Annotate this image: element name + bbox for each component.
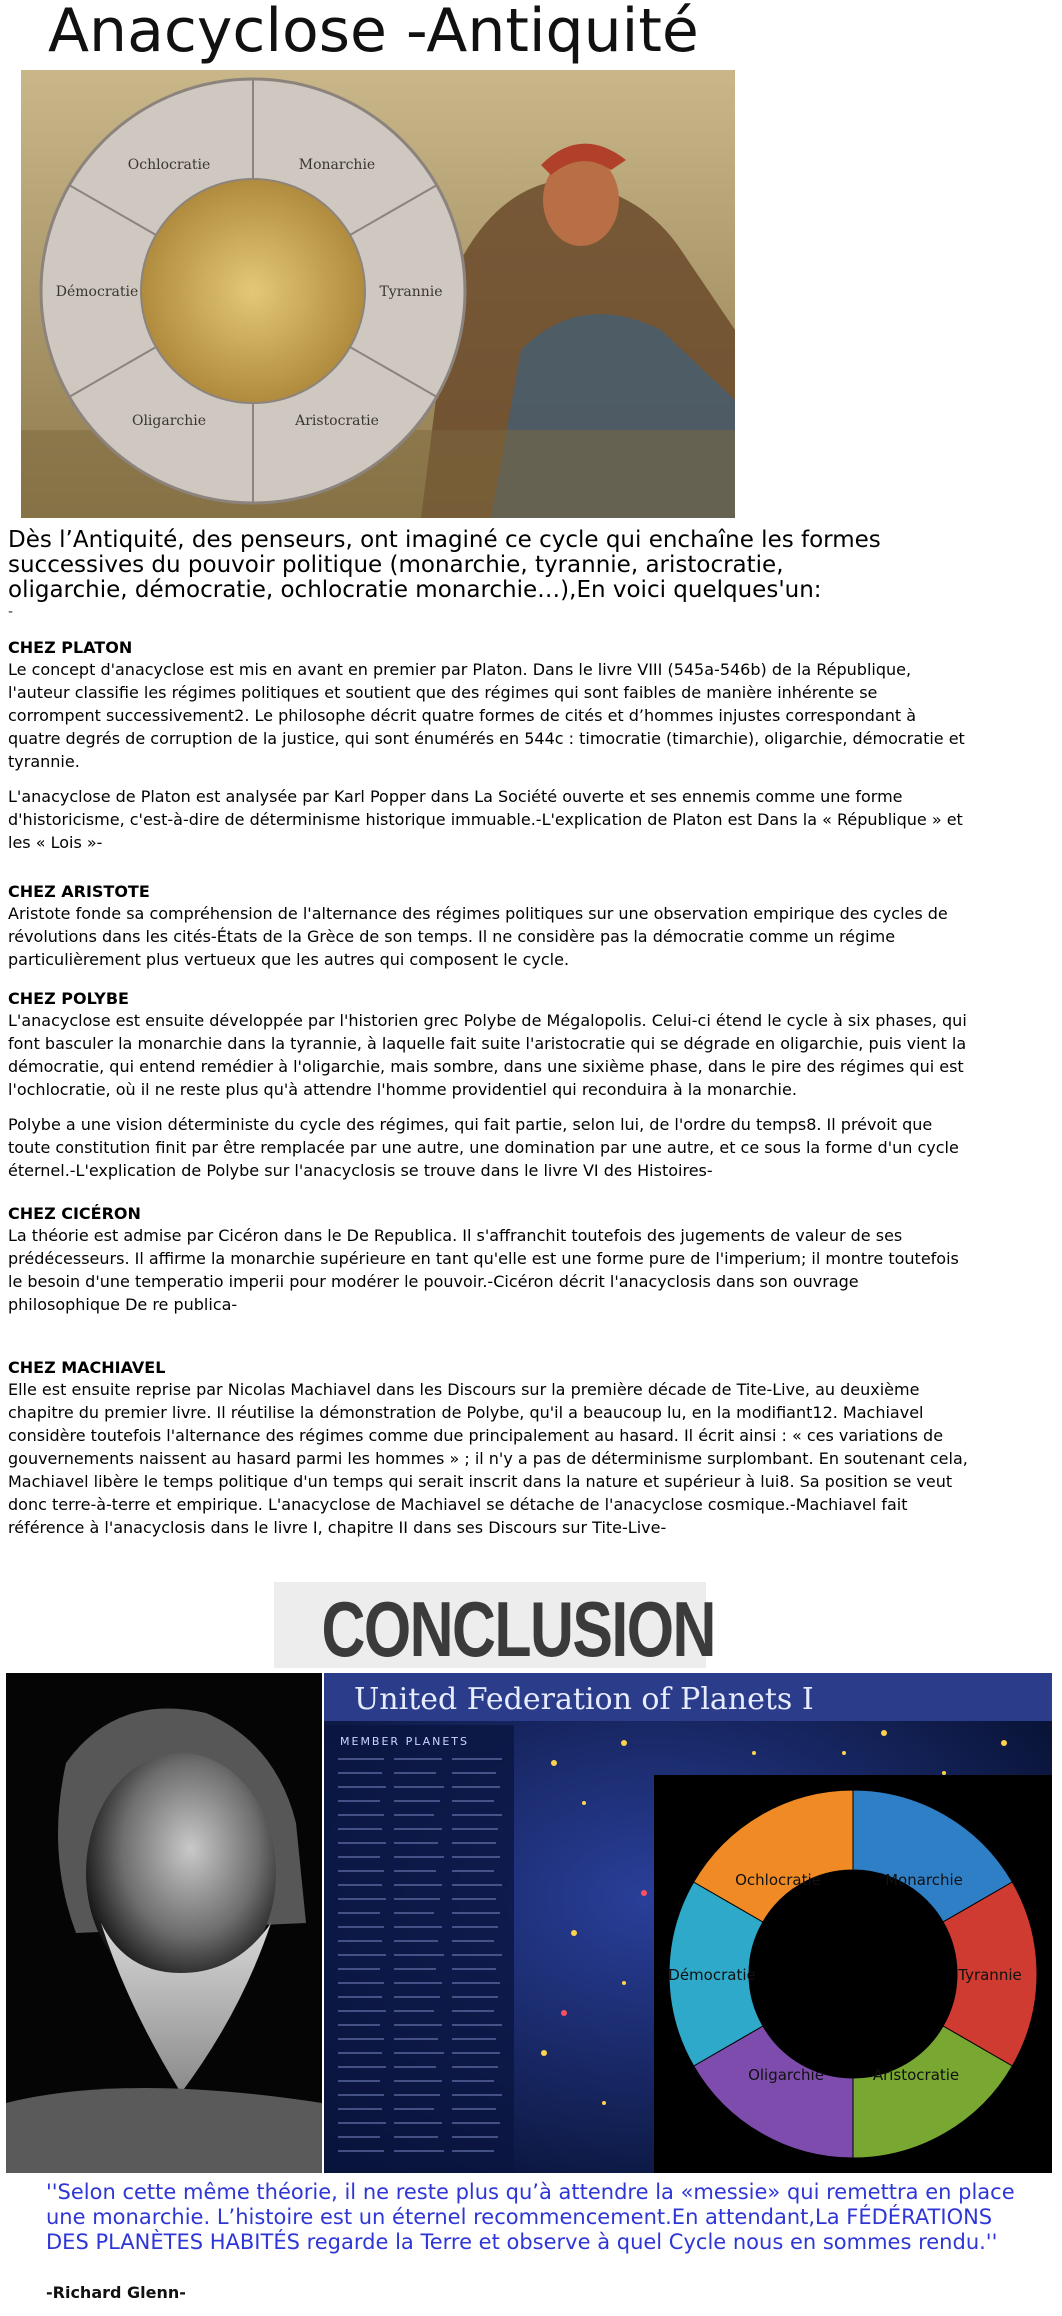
donut-label-democratie: Démocratie	[668, 1966, 756, 1984]
federation-map-image	[324, 1673, 1052, 2173]
donut-label-monarchie: Monarchie	[885, 1871, 963, 1889]
intro-text: Dès l’Antiquité, des penseurs, ont imaginé ce cycle qui enchaîne les formes successives du pouvoir politique (monarchie, tyrannie, aristocratie, oligarchie, démocratie, ochlocratie monarchie…),En voici quelques'un:	[8, 527, 881, 603]
donut-label-oligarchie: Oligarchie	[748, 2066, 824, 2084]
section-polybe	[8, 988, 968, 1182]
regime-donut	[654, 1775, 1052, 2173]
closing-quote: ''Selon cette même théorie, il ne reste plus qu’à attendre la «messie» qui remettra en place une monarchie. L’histoire est un éternel recommencement.En attendant,La FÉDÉRATIONS DES PLANÈTES HABITÉS regarde la Terre et observe à quel Cycle nous en sommes rendu.''	[46, 2180, 1015, 2254]
anacyclose-wheel-image	[21, 70, 735, 518]
donut-label-tyrannie: Tyrannie	[958, 1966, 1022, 1984]
section-paragraph: Polybe a une vision déterministe du cycle des régimes, qui fait partie, selon lui, de l'ordre du temps8. Il prévoit que toute constitution finit par être remplacée par une autre, une domination par une autre, et ce sous la forme d'un cycle éternel.-L'explication de Polybe sur l'anacyclosis se trouve dans le livre VI des Histoires-	[8, 1115, 959, 1180]
signature: -Richard Glenn-	[46, 2283, 186, 2302]
section-platon	[8, 637, 968, 854]
section-heading: CHEZ POLYBE	[8, 989, 129, 1008]
conclusion-banner-text: CONCLUSION	[321, 1585, 715, 1673]
wheel-label-oligarchie: Oligarchie	[131, 413, 207, 429]
conclusion-banner	[274, 1582, 715, 1673]
section-heading: CHEZ CICÉRON	[8, 1204, 141, 1223]
donut-label-ochlocratie: Ochlocratie	[735, 1871, 821, 1889]
wheel-label-democratie: Démocratie	[55, 284, 139, 300]
section-paragraph: L'anacyclose de Platon est analysée par Karl Popper dans La Société ouverte et ses ennemis comme une forme d'historicisme, c'est-à-dire de déterminisme historique immuable.-L'explication de Platon est Dans la « République » et les « Lois »-	[8, 787, 963, 852]
map-subtitle: MEMBER PLANETS	[340, 1735, 469, 1748]
section-aristote	[8, 881, 968, 971]
wheel-label-tyrannie: Tyrannie	[379, 284, 443, 300]
map-title: United Federation of Planets I	[354, 1682, 814, 1717]
section-ciceron	[8, 1203, 968, 1316]
section-paragraph: Elle est ensuite reprise par Nicolas Machiavel dans les Discours sur la première décade de Tite-Live, au deuxième chapitre du premier livre. Il réutilise la démonstration de Polybe, qu'il a beaucoup lu, en la modifiant12. Machiavel considère toutefois l'alternance des régimes comme due principalement au hasard. Il écrit ainsi : « ces variations de gouvernements naissent au hasard parmi les hommes » ; il n'y a pas de déterminisme surplombant. En soutenant cela, Machiavel libère le temps politique d'un temps qui serait inscrit dans la nature et supérieur à lui8. Sa position se veut donc terre-à-terre et empirique. L'anacyclose de Machiavel se détache de l'anacyclose cosmique.-Machiavel fait référence à l'anacyclosis dans le livre I, chapitre II dans ses Discours sur Tite-Live-	[8, 1380, 968, 1537]
wheel-label-monarchie: Monarchie	[298, 157, 376, 173]
section-paragraph: Le concept d'anacyclose est mis en avant en premier par Platon. Dans le livre VIII (545a-546b) de la République, l'auteur classifie les régimes politiques et soutient que des régimes qui sont faibles de manière inhérente se corrompent successivement2. Le philosophe décrit quatre formes de cités et d’hommes injustes correspondant à quatre degrés de corruption de la justice, qui sont énumérés en 544c : timocratie (timarchie), oligarchie, démocratie et tyrannie.	[8, 660, 965, 771]
wheel-label-aristocratie: Aristocratie	[295, 413, 379, 429]
section-paragraph: La théorie est admise par Cicéron dans le De Republica. Il s'affranchit toutefois des jugements de valeur de ses prédécesseurs. Il affirme la monarchie supérieure en tant qu'elle est une forme pure de l'imperium; il montre toutefois le besoin d'une temperatio imperii pour modérer le pouvoir.-Cicéron décrit l'anacyclosis dans son ouvrage philosophique De re publica-	[8, 1226, 959, 1314]
page-title: Anacyclose -Antiquité	[48, 0, 699, 66]
portrait-image	[6, 1673, 322, 2173]
intro-dash: -	[8, 604, 14, 620]
section-heading: CHEZ PLATON	[8, 638, 133, 657]
section-machiavel	[8, 1357, 968, 1539]
section-heading: CHEZ ARISTOTE	[8, 882, 150, 901]
section-paragraph: L'anacyclose est ensuite développée par l'historien grec Polybe de Mégalopolis. Celui-ci étend le cycle à six phases, qui font basculer la monarchie dans la tyrannie, à laquelle fait suite l'aristocratie qui se dégrade en oligarchie, puis vient la démocratie, qui entend remédier à l'oligarchie, mais sombre, dans une sixième phase, dans le pire des régimes qui est l'ochlocratie, où il ne reste plus qu'à attendre l'homme providentiel qui reconduira à la monarchie.	[8, 1011, 967, 1099]
wheel-label-ochlocratie: Ochlocratie	[127, 157, 211, 173]
donut-label-aristocratie: Aristocratie	[872, 2066, 960, 2084]
section-heading: CHEZ MACHIAVEL	[8, 1358, 166, 1377]
section-paragraph: Aristote fonde sa compréhension de l'alternance des régimes politiques sur une observation empirique des cycles de révolutions dans les cités-États de la Grèce de son temps. Il ne considère pas la démocratie comme un régime particulièrement plus vertueux que les autres qui composent le cycle.	[8, 904, 948, 969]
